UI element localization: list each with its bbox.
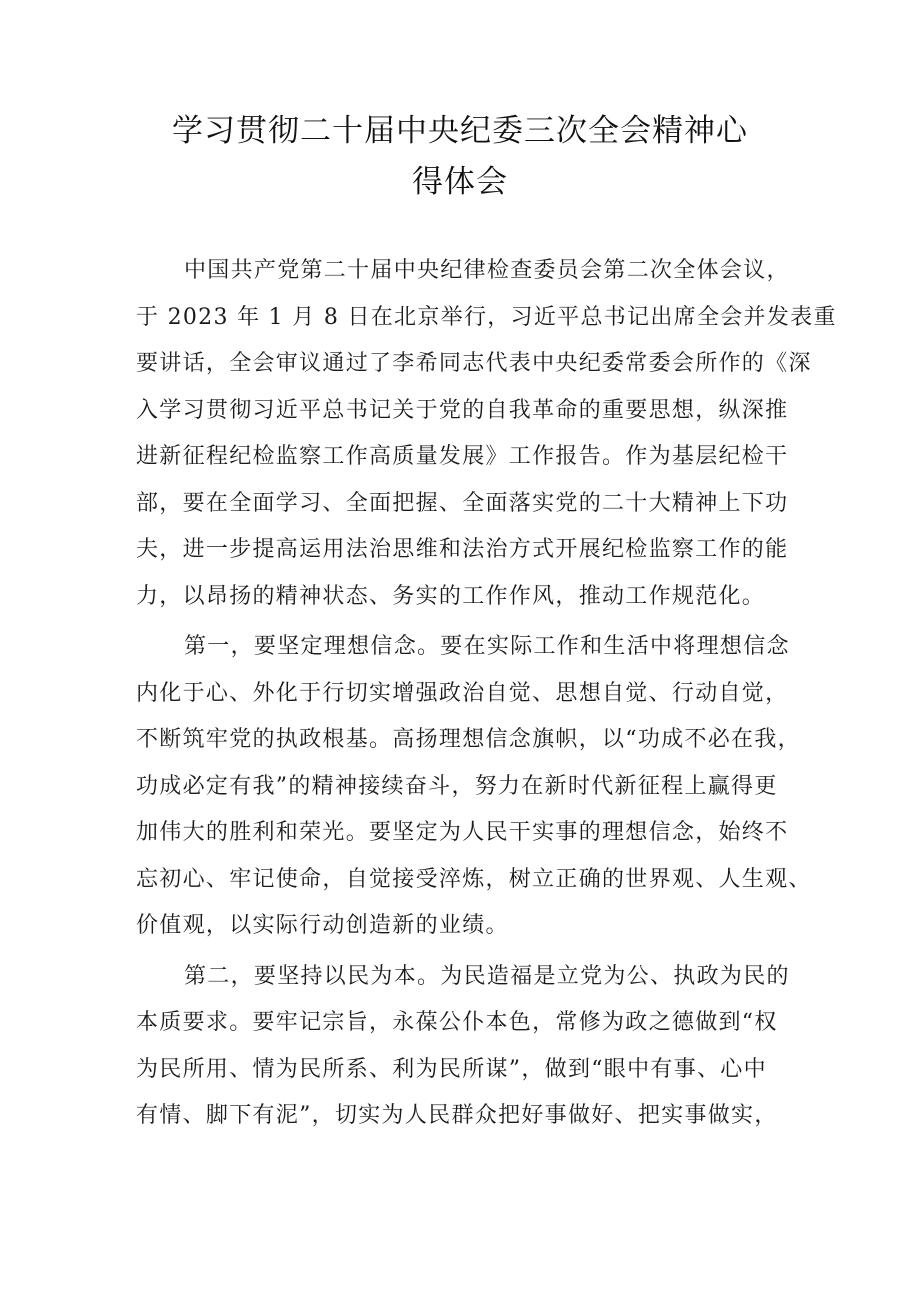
text-line: 第二，要坚持以民为本。为民造福是立党为公、执政为民的: [184, 963, 790, 989]
title-line-2: 得体会: [412, 164, 508, 200]
text-line: 进新征程纪检监察工作高质量发展》工作报告。作为基层纪检干: [136, 444, 789, 469]
text-line: 部，要在全面学习、全面把握、全面落实党的二十大精神上下功: [136, 490, 789, 516]
text-line: 入学习贯彻习近平总书记关于党的自我革命的重要思想，纵深推: [136, 397, 789, 423]
text-line: 夫，进一步提高运用法治思维和法治方式开展纪检监察工作的能: [136, 537, 789, 562]
text-line: 第一，要坚定理想信念。要在实际工作和生活中将理想信念: [184, 634, 790, 659]
text-line: 于 2023 年 1 月 8 日在北京举行，习近平总书记出席全会并发表重: [136, 304, 837, 330]
text-line: 加伟大的胜利和荣光。要坚定为人民干实事的理想信念，始终不: [136, 820, 789, 845]
text-line: 不断筑牢党的执政根基。高扬理想信念旗帜，以“功成不必在我，: [136, 727, 801, 752]
text-line: 力，以昂扬的精神状态、务实的工作作风，推动工作规范化。: [136, 583, 766, 609]
text-line: 要讲话，全会审议通过了李希同志代表中央纪委常委会所作的《深: [136, 351, 812, 376]
text-line: 功成必定有我”的精神接续奋斗，努力在新时代新征程上赢得更: [136, 773, 778, 799]
title-line-1: 学习贯彻二十届中央纪委三次全会精神心: [172, 113, 748, 149]
text-line: 忘初心、牢记使命，自觉接受淬炼，树立正确的世界观、人生观、: [136, 866, 812, 892]
text-line: 中国共产党第二十届中央纪律检查委员会第二次全体会议，: [184, 258, 790, 283]
text-line: 本质要求。要牢记宗旨，永葆公仆本色，常修为政之德做到“权: [136, 1010, 778, 1035]
text-line: 价值观，以实际行动创造新的业绩。: [136, 913, 509, 938]
text-line: 内化于心、外化于行切实增强政治自觉、思想自觉、行动自觉，: [136, 680, 789, 706]
text-line: 有情、脚下有泥”，切实为人民群众把好事做好、把实事做实，: [136, 1103, 778, 1128]
text-line: 为民所用、情为民所系、利为民所谋”，做到“眼中有事、心中: [136, 1056, 767, 1082]
document-body: [136, 248, 837, 1140]
document-title: [0, 106, 920, 208]
